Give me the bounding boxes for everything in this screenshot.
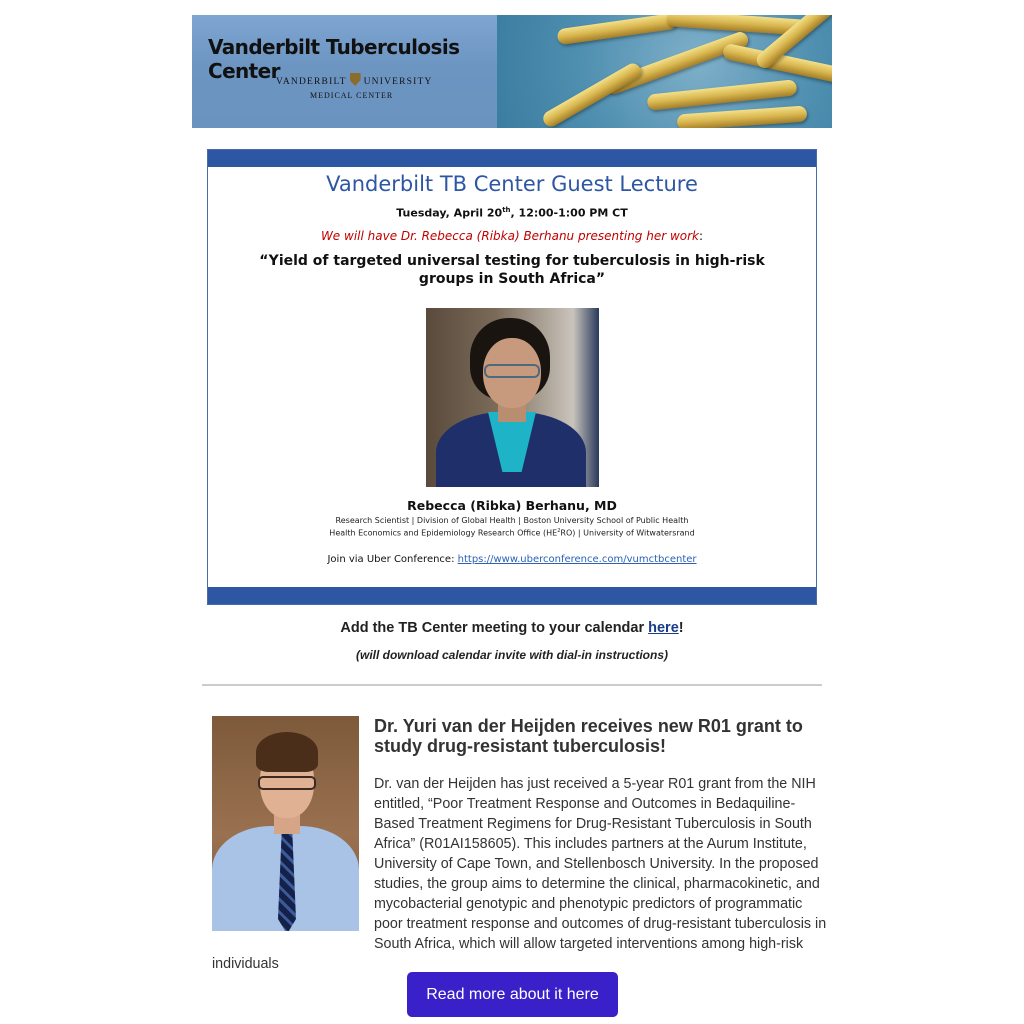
speaker-name: Rebecca (Ribka) Berhanu, MD	[407, 498, 617, 513]
flyer-top-bar	[208, 150, 816, 167]
news-title: Dr. Yuri van der Heijden receives new R01 grant to study drug-resistant tuberculosis!	[374, 716, 803, 756]
university-wordmark	[276, 73, 433, 87]
researcher-photo	[212, 716, 359, 931]
lecture-date: Tuesday, April 20th, 12:00-1:00 PM CT	[396, 206, 628, 220]
read-more-button[interactable]: Read more about it here	[407, 972, 618, 1017]
flyer-bottom-bar	[208, 587, 816, 604]
news-body: Dr. van der Heijden has just received a 5-year R01 grant from the NIH entitled, “Poor Treatment Response and Outcomes in Bedaquiline-Based Treatment Regimens for Drug-Resistant Tuberculosis in South Africa” (R01AI158605). This includes partners at the Aurum Institute, University of Cape Town, and Stellenbosch University. In the proposed studies, the group aims to determine the clinical, pharmacokinetic, and mycobacterial genotypic and phenotypic predictors of programmatic poor treatment response and outcomes of drug-resistant tuberculosis in South Africa, which will allow targeted interventions among high-risk individuals	[212, 776, 827, 972]
flyer-title: Vanderbilt TB Center Guest Lecture	[326, 172, 698, 196]
speaker-photo	[426, 308, 599, 487]
vanderbilt-shield-icon	[350, 73, 361, 86]
join-line	[208, 554, 816, 565]
calendar-note: (will download calendar invite with dial-in instructions)	[355, 648, 669, 662]
banner-title: Vanderbilt Tuberculosis Center	[208, 35, 460, 83]
lecture-intro: We will have Dr. Rebecca (Ribka) Berhanu presenting her work:	[320, 228, 704, 243]
banner-logo-area	[192, 15, 497, 128]
talk-title: “Yield of targeted universal testing for tuberculosis in high-risk groups in South Africa”	[259, 252, 765, 287]
section-divider	[202, 684, 822, 686]
uberconference-link[interactable]: https://www.uberconference.com/vumctbcenter	[457, 554, 697, 565]
speaker-affiliation-1: Research Scientist | Division of Global Health | Boston University School of Public Health	[335, 516, 689, 525]
university-right-text: UNIVERSITY	[363, 77, 433, 87]
news-article	[212, 716, 830, 974]
university-left-text: VANDERBILT	[276, 77, 347, 87]
calendar-line: Add the TB Center meeting to your calendar here!	[340, 620, 684, 636]
join-label: Join via Uber Conference:	[327, 554, 458, 565]
speaker-affiliation-2: Health Economics and Epidemiology Research Office $(HE^2RO)$ | University of Witwatersrand	[329, 528, 695, 538]
guest-lecture-flyer	[207, 149, 817, 605]
medical-center-text: MEDICAL CENTER	[310, 91, 394, 100]
header-banner	[192, 15, 832, 128]
calendar-link[interactable]: here	[648, 620, 679, 636]
tuberculosis-bacteria-image	[497, 15, 832, 128]
